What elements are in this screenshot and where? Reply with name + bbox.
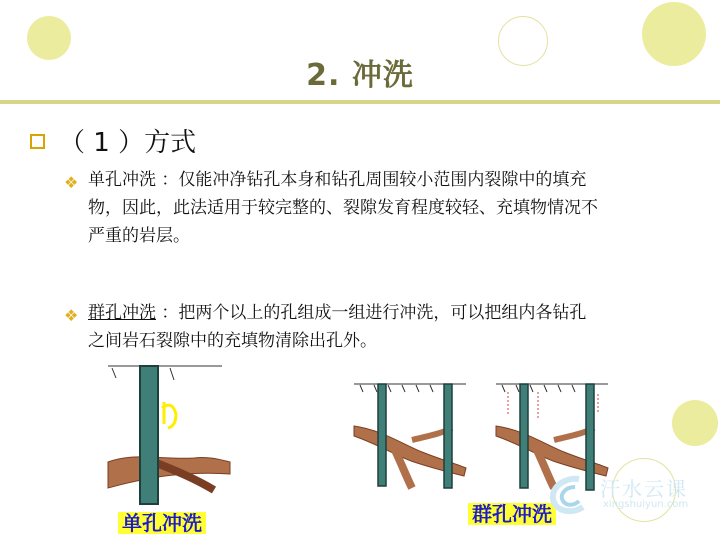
slide-title: 2. 冲洗 [306,58,414,93]
group-hole-caption: 群孔冲洗 [468,503,556,525]
list-item [66,166,696,250]
item-line: 之间岩石裂隙中的充填物清除出孔外。 [88,331,377,351]
watermark-logo-icon [545,473,593,517]
watermark-url: xingshuiyun.com [603,499,689,510]
decor-circle [672,400,718,446]
section-heading-text: （ 1 ）方式 [59,128,197,158]
item-line: ：把两个以上的孔组成一组进行冲洗，可以把组内各钻孔 [161,303,587,323]
borehole-pipe [378,384,386,486]
list-item [66,299,696,355]
watermark [545,465,720,525]
section-heading [30,122,196,159]
item-line: 严重的岩层。 [88,226,190,246]
borehole-pipe [444,384,452,488]
borehole-pipe [520,384,528,488]
watermark-name: 汗水云课 [600,477,688,501]
title-divider [0,100,720,104]
single-hole-flush-diagram [104,362,234,512]
bullet-square-icon [30,134,45,149]
item-line: ：仅能冲净钻孔本身和钻孔周围较小范围内裂隙中的填充 [161,170,587,190]
ground-hatch [502,385,575,392]
item-term: 单孔冲洗 [88,170,156,190]
flow-arrow-icon [162,402,176,428]
diamond-bullet-icon: ❖ [64,306,79,325]
ground-hatch [360,385,447,392]
item-line: 物，因此，此法适用于较完整的、裂隙发育程度较轻、充填物情况不 [88,198,598,218]
single-hole-caption: 单孔冲洗 [118,512,206,534]
group-hole-flush-diagram-a [352,380,476,492]
diamond-bullet-icon: ❖ [64,173,79,192]
borehole-pipe [140,366,158,504]
item-term: 群孔冲洗 [88,303,156,323]
